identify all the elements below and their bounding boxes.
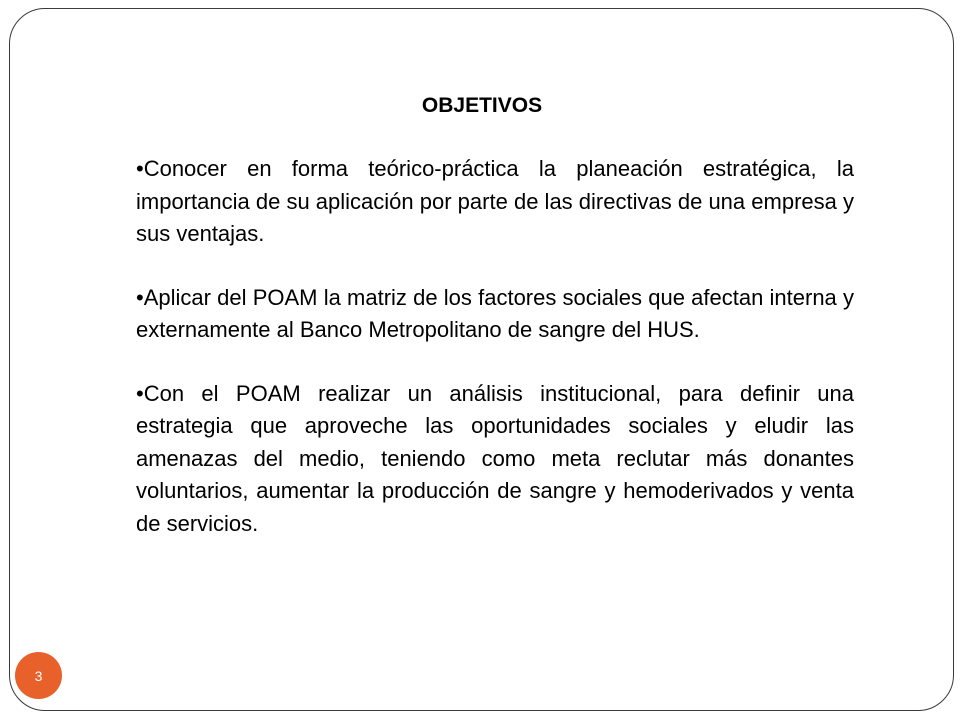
page-number-badge: 3 bbox=[15, 652, 62, 699]
objective-item: •Con el POAM realizar un análisis institucional, para definir una estrategia que aproveche las oportunidades sociales y eludir las amenazas del medio, teniendo como meta reclutar más donantes voluntarios, aumentar la producción de sangre y hemoderivados y venta de servicios. bbox=[136, 380, 854, 536]
slide-title: OBJETIVOS bbox=[421, 94, 543, 117]
objectives-list bbox=[136, 153, 854, 571]
objective-item: •Conocer en forma teórico-práctica la planeación estratégica, la importancia de su aplicación por parte de las directivas de una empresa y sus ventajas. bbox=[136, 156, 854, 246]
objective-item: •Aplicar del POAM la matriz de los factores sociales que afectan interna y externamente al Banco Metropolitano de sangre del HUS. bbox=[136, 284, 854, 342]
